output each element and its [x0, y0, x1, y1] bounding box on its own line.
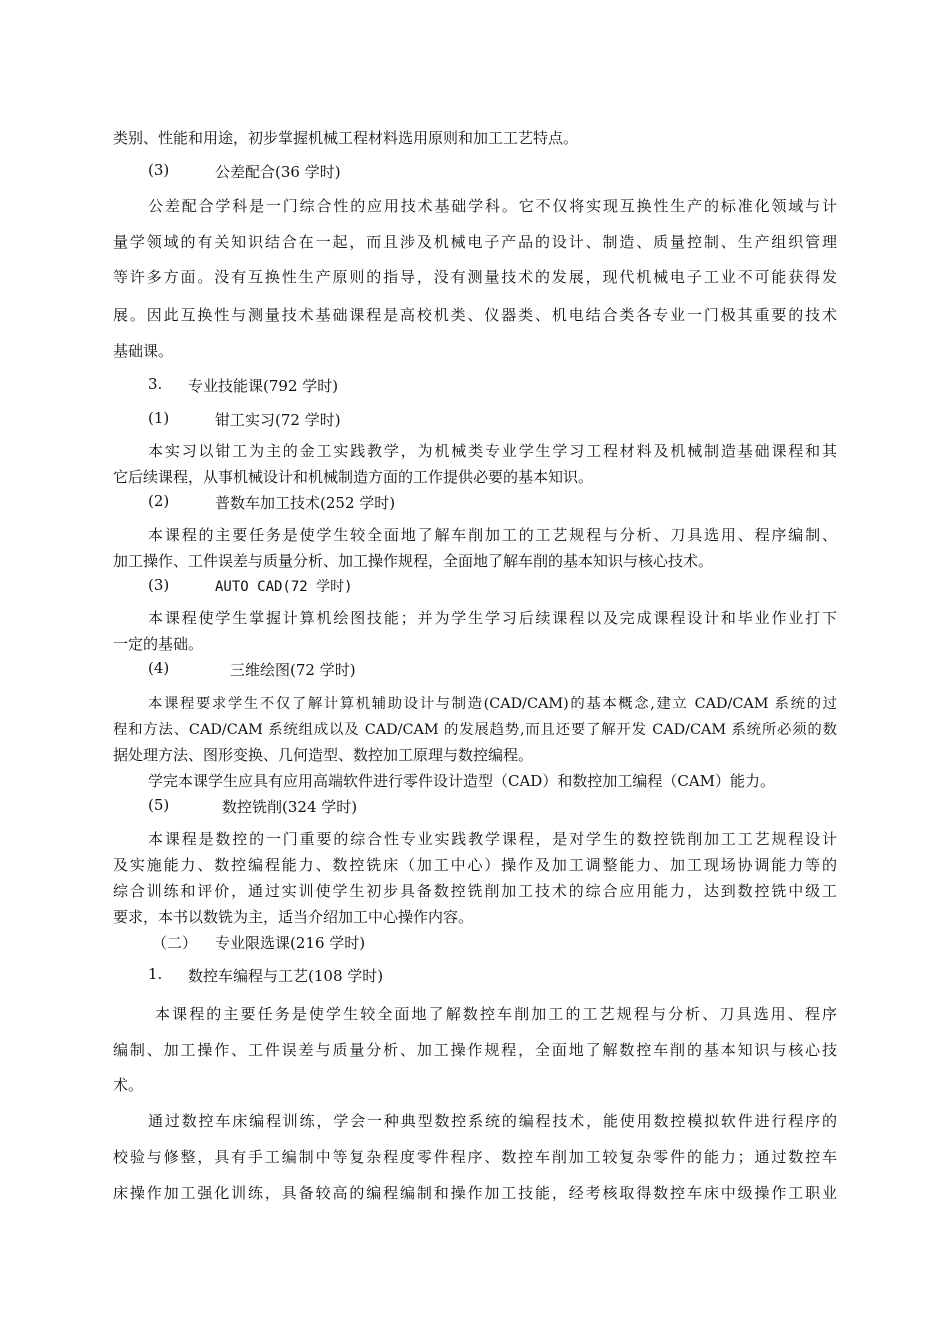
section-heading: 数控车编程与工艺(108 学时)	[188, 967, 384, 985]
section-heading: 专业限选课(216 学时)	[215, 934, 366, 952]
paragraph-line: 综合训练和评价，通过实训使学生初步具备数控铣削加工技术的综合应用能力，达到数控铣中级工	[113, 882, 837, 900]
item-number: (1)	[148, 409, 170, 427]
paragraph-line: 及实施能力、数控编程能力、数控铣床（加工中心）操作及加工调整能力、加工现场协调能力等的	[113, 856, 837, 874]
item-number: （二）	[152, 934, 198, 952]
paragraph-line: 类别、性能和用途，初步掌握机械工程材料选用原则和加工工艺特点。	[113, 129, 579, 147]
paragraph-line: 术。	[113, 1076, 144, 1094]
section-heading: 专业技能课(792 学时)	[188, 377, 339, 395]
section-heading: 公差配合(36 学时)	[215, 163, 341, 181]
section-heading: AUTO CAD(72 学时)	[215, 579, 353, 595]
paragraph-line: 校验与修整，具有手工编制中等复杂程度零件程序、数控车削加工较复杂零件的能力；通过数控车	[113, 1148, 837, 1166]
paragraph-line: 展。因此互换性与测量技术基础课程是高校机类、仪器类、机电结合类各专业一门极其重要的技术	[113, 306, 837, 324]
paragraph-line: 本课程是数控的一门重要的综合性专业实践教学课程，是对学生的数控铣削加工工艺规程设计	[148, 830, 837, 848]
paragraph-line: 本课程的主要任务是使学生较全面地了解车削加工的工艺规程与分析、刀具选用、程序编制、	[148, 526, 837, 544]
paragraph-line: 床操作加工强化训练，具备较高的编程编制和操作加工技能，经考核取得数控车床中级操作工职业	[113, 1184, 837, 1202]
paragraph-line: 本课程使学生掌握计算机绘图技能；并为学生学习后续课程以及完成课程设计和毕业作业打下	[148, 609, 837, 627]
paragraph-line: 等许多方面。没有互换性生产原则的指导，没有测量技术的发展，现代机械电子工业不可能获得发	[113, 268, 837, 286]
paragraph-line: 一定的基础。	[113, 635, 204, 653]
paragraph-line: 量学领域的有关知识结合在一起，而且涉及机械电子产品的设计、制造、质量控制、生产组织管理	[113, 233, 837, 251]
paragraph-line: 本实习以钳工为主的金工实践教学，为机械类专业学生学习工程材料及机械制造基础课程和其	[148, 442, 837, 460]
paragraph-line: 公差配合学科是一门综合性的应用技术基础学科。它不仅将实现互换性生产的标准化领域与计	[148, 197, 837, 215]
paragraph-line: 本课程要求学生不仅了解计算机辅助设计与制造(CAD/CAM)的基本概念,建立 CAD/CAM 系统的过	[148, 696, 837, 712]
paragraph-line: 通过数控车床编程训练，学会一种典型数控系统的编程技术，能使用数控模拟软件进行程序的	[148, 1112, 837, 1130]
item-number: (4)	[148, 659, 170, 677]
paragraph-line: 要求，本书以数铣为主，适当介绍加工中心操作内容。	[113, 908, 474, 926]
item-number: 1.	[148, 965, 163, 983]
section-heading: 数控铣削(324 学时)	[222, 798, 358, 816]
paragraph-line: 学完本课学生应具有应用高端软件进行零件设计造型（CAD）和数控加工编程（CAM）能力。	[148, 772, 776, 790]
paragraph-line: 加工操作、工件误差与质量分析、加工操作规程，全面地了解车削的基本知识与核心技术。	[113, 552, 714, 570]
item-number: (3)	[148, 161, 170, 179]
item-number: 3.	[148, 375, 163, 393]
item-number: (5)	[148, 796, 170, 814]
paragraph-line: 程和方法、CAD/CAM 系统组成以及 CAD/CAM 的发展趋势,而且还要了解开发 CAD/CAM 系统所必须的数	[113, 722, 837, 738]
paragraph-line: 编制、加工操作、工件误差与质量分析、加工操作规程，全面地了解数控车削的基本知识与核心技	[113, 1041, 837, 1059]
paragraph-line: 基础课。	[113, 342, 174, 360]
section-heading: 普数车加工技术(252 学时)	[215, 494, 396, 512]
item-number: (3)	[148, 576, 170, 594]
section-heading: 钳工实习(72 学时)	[215, 411, 341, 429]
section-heading: 三维绘图(72 学时)	[230, 661, 356, 679]
paragraph-line: 它后续课程，从事机械设计和机械制造方面的工作提供必要的基本知识。	[113, 468, 594, 486]
paragraph-line: 据处理方法、图形变换、几何造型、数控加工原理与数控编程。	[113, 746, 534, 764]
paragraph-line: 本课程的主要任务是使学生较全面地了解数控车削加工的工艺规程与分析、刀具选用、程序	[155, 1005, 837, 1023]
item-number: (2)	[148, 492, 170, 510]
